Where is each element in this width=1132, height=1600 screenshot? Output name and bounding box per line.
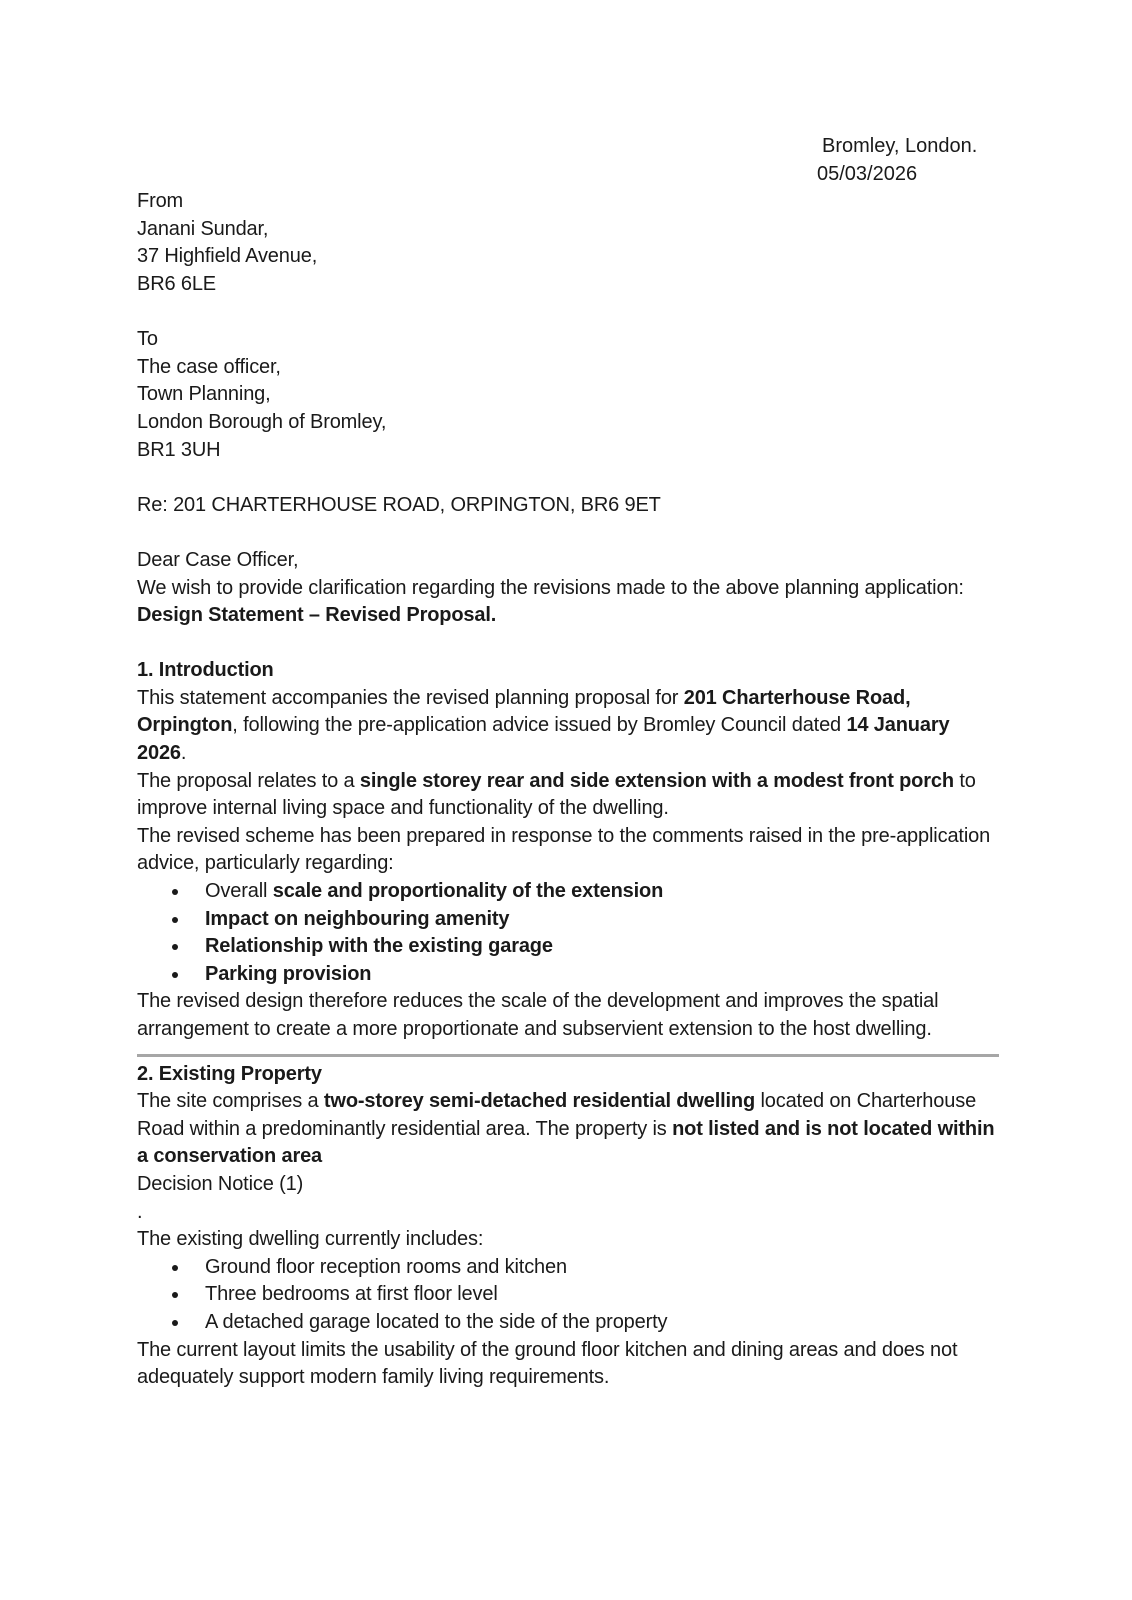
list-item: Parking provision [205, 961, 999, 989]
decision-notice: Decision Notice (1) [137, 1172, 304, 1195]
section2-paragraph1: The site comprises a two-storey semi-detached residential dwelling located on Charterhouse Road within a predominantly residential area. The property is not listed and is not located within a conservation area [137, 1090, 995, 1168]
sender-address [137, 188, 999, 298]
letter-date: 05/03/2026 [817, 162, 918, 185]
list-item: Overall scale and proportionality of the extension [205, 878, 999, 906]
list-item: A detached garage located to the side of the property [205, 1309, 999, 1337]
list-item: Impact on neighbouring amenity [205, 906, 999, 934]
letter-place: Bromley, London. [822, 135, 978, 157]
recipient-line2: Town Planning, [137, 383, 271, 406]
recipient-line1: The case officer, [137, 355, 281, 378]
sender-name: Janani Sundar, [137, 217, 269, 240]
letter-body [137, 133, 999, 1392]
section2-bullet-list [137, 1254, 999, 1337]
recipient-line3: London Borough of Bromley, [137, 410, 387, 433]
section1-paragraph1: This statement accompanies the revised planning proposal for 201 Charterhouse Road, Orpington, following the pre-application advice issued by Bromley Council dated 14 January 2026. [137, 686, 950, 765]
opening-bold: Design Statement – Revised Proposal. [137, 604, 497, 627]
section2-paragraph2: The existing dwelling currently includes: [137, 1228, 484, 1251]
subject-line: Re: 201 CHARTERHOUSE ROAD, ORPINGTON, BR6 9ET [137, 493, 661, 516]
sender-postcode: BR6 6LE [137, 272, 216, 295]
section2-paragraph3: The current layout limits the usability of the ground floor kitchen and dining areas and does not adequately support modern family living requirements. [137, 1338, 958, 1389]
section2-heading: 2. Existing Property [137, 1062, 322, 1085]
opening-paragraph: We wish to provide clarification regarding the revisions made to the above planning application: Design Statement – Revised Proposal. [137, 576, 964, 627]
list-item: Ground floor reception rooms and kitchen [205, 1254, 999, 1282]
section1-bullet-list [137, 878, 999, 988]
section-divider [137, 1054, 999, 1057]
recipient-label: To [137, 328, 158, 351]
section1-paragraph2: The proposal relates to a single storey rear and side extension with a modest front porch to improve internal living space and functionality of the dwelling. [137, 769, 976, 820]
list-item: Relationship with the existing garage [205, 933, 999, 961]
recipient-line4: BR1 3UH [137, 438, 221, 461]
section1-paragraph4: The revised design therefore reduces the scale of the development and improves the spatial arrangement to create a more proportionate and subservient extension to the host dwelling. [137, 990, 939, 1040]
stray-dot: . [137, 1200, 143, 1223]
section1-heading: 1. Introduction [137, 659, 274, 682]
sender-label: From [137, 190, 184, 213]
list-item: Three bedrooms at first floor level [205, 1281, 999, 1309]
section1-paragraph3: The revised scheme has been prepared in response to the comments raised in the pre-application advice, particularly regarding: [137, 824, 991, 875]
recipient-address [137, 326, 999, 464]
sender-street: 37 Highfield Avenue, [137, 245, 318, 268]
salutation: Dear Case Officer, [137, 548, 299, 571]
